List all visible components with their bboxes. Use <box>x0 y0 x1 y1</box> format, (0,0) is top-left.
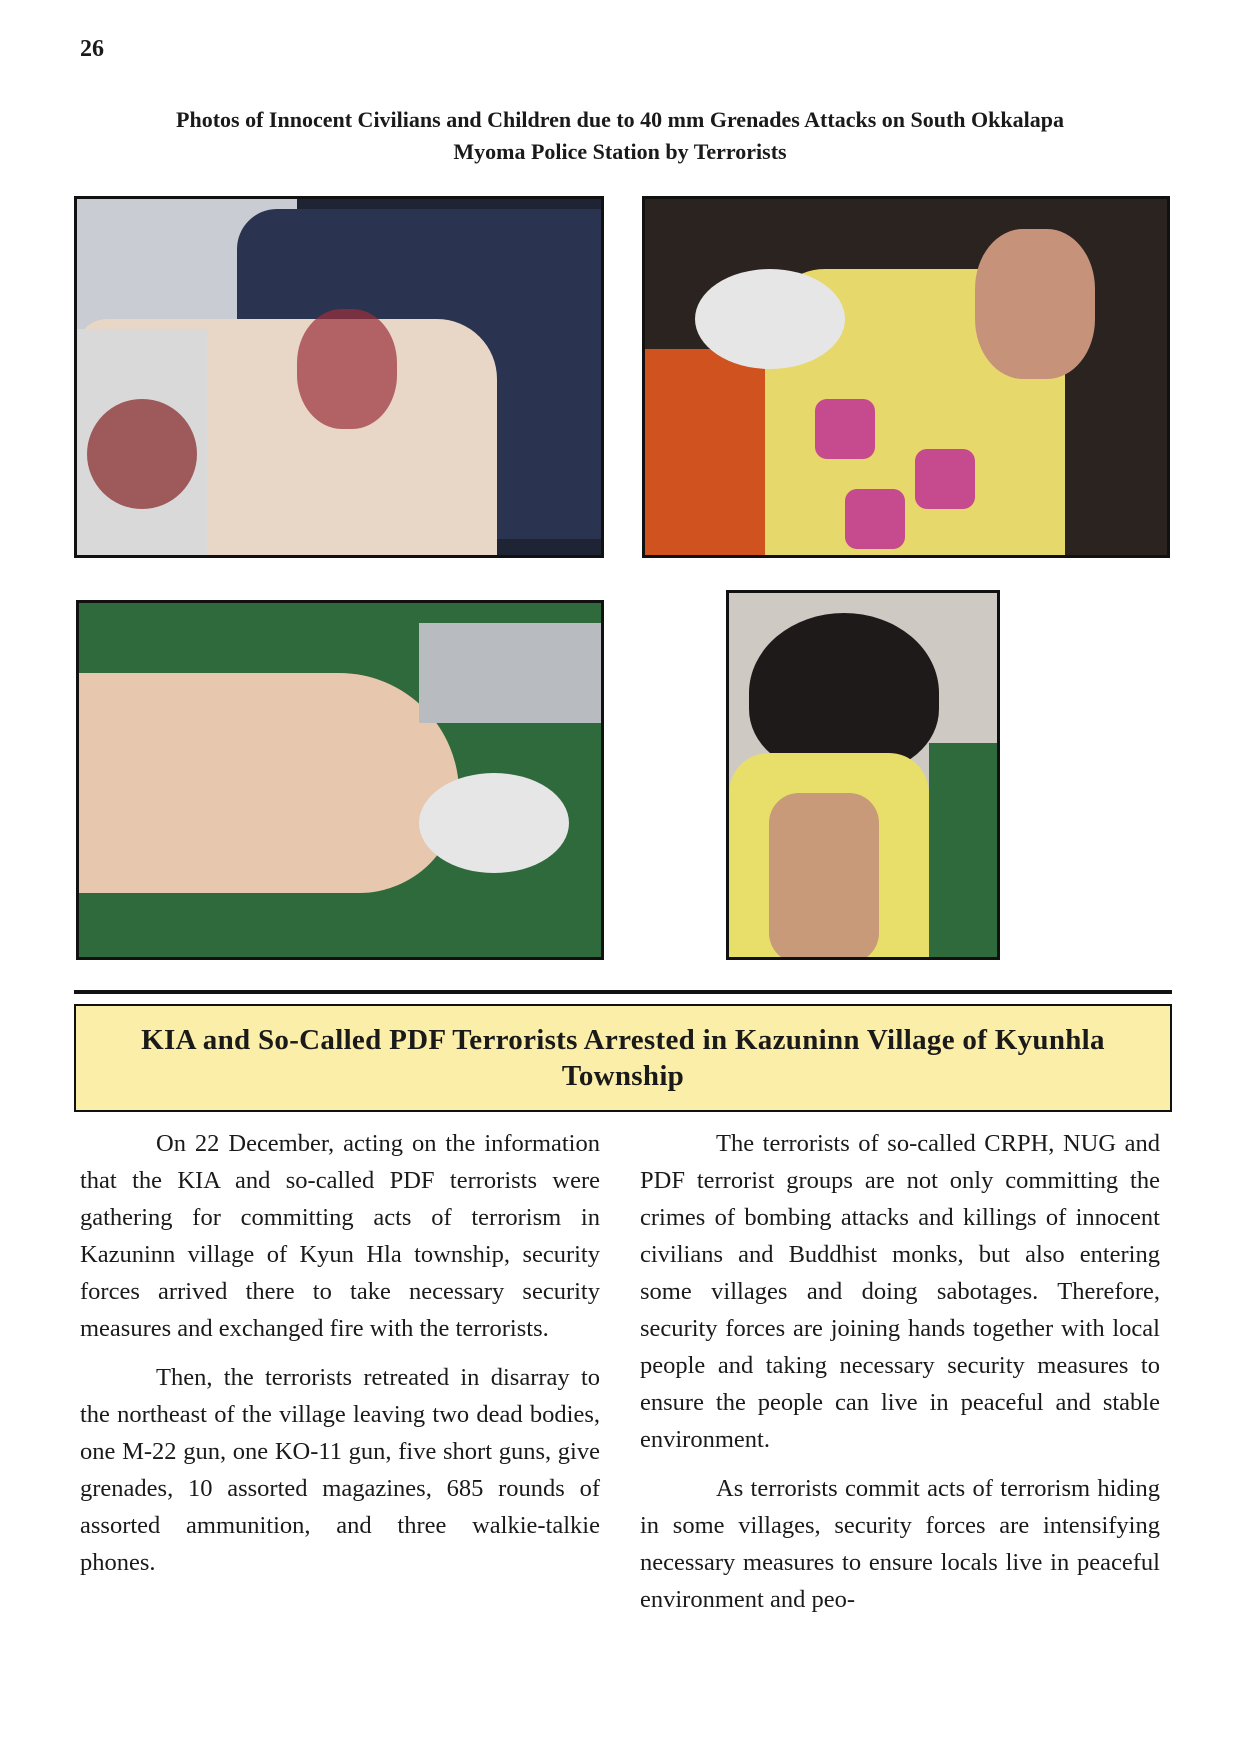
face-blur-overlay <box>419 773 569 873</box>
article-headline-box <box>74 1004 1172 1112</box>
article-paragraph: As terrorists commit acts of terrorism hiding in some villages, security forces are intensifying necessary measures to ensure locals live in peaceful environment and peo- <box>640 1475 1160 1613</box>
section-divider <box>74 990 1172 994</box>
article-column-right <box>640 1125 1160 1618</box>
article-paragraph: The terrorists of so-called CRPH, NUG and PDF terrorist groups are not only committing the crimes of bombing attacks and killings of innocent civilians and Buddhist monks, but also entering some villages and doing sabotages. Therefore, security forces are joining hands together with local people and taking necessary security measures to ensure the people can live in peaceful and stable environment. <box>640 1130 1160 1453</box>
page-number: 26 <box>80 36 104 62</box>
photo-injured-adult-back <box>74 196 604 558</box>
article-column-left <box>80 1125 600 1581</box>
article-headline <box>111 1022 1135 1094</box>
article-paragraph: Then, the terrorists retreated in disarray to the northeast of the village leaving two dead bodies, one M-22 gun, one KO-11 gun, five short guns, give grenades, 10 assorted magazines, 685 rounds of assorted ammunition, and three walkie-talkie phones. <box>80 1364 600 1576</box>
photo-injured-person-torso <box>76 600 604 960</box>
article-headline-line-2: Township <box>561 1060 685 1092</box>
photo-caption-line-1: Photos of Innocent Civilians and Children due to 40 mm Grenades Attacks on South Okkalapa <box>176 107 1064 132</box>
face-blur-overlay <box>695 269 845 369</box>
article-paragraph: On 22 December, acting on the information that the KIA and so-called PDF terrorists were gathering for committing acts of terrorism in Kazuninn village of Kyun Hla township, security forces arrived there to take necessary security measures and exchanged fire with the terrorists. <box>80 1130 600 1342</box>
photo-injured-child-arm <box>642 196 1170 558</box>
photo-caption-line-2: Myoma Police Station by Terrorists <box>453 139 787 164</box>
photo-injured-woman-arm <box>726 590 1000 960</box>
article-headline-line-1: KIA and So-Called PDF Terrorists Arrested in Kazuninn Village of Kyunhla <box>141 1024 1105 1056</box>
photo-caption <box>80 104 1160 168</box>
